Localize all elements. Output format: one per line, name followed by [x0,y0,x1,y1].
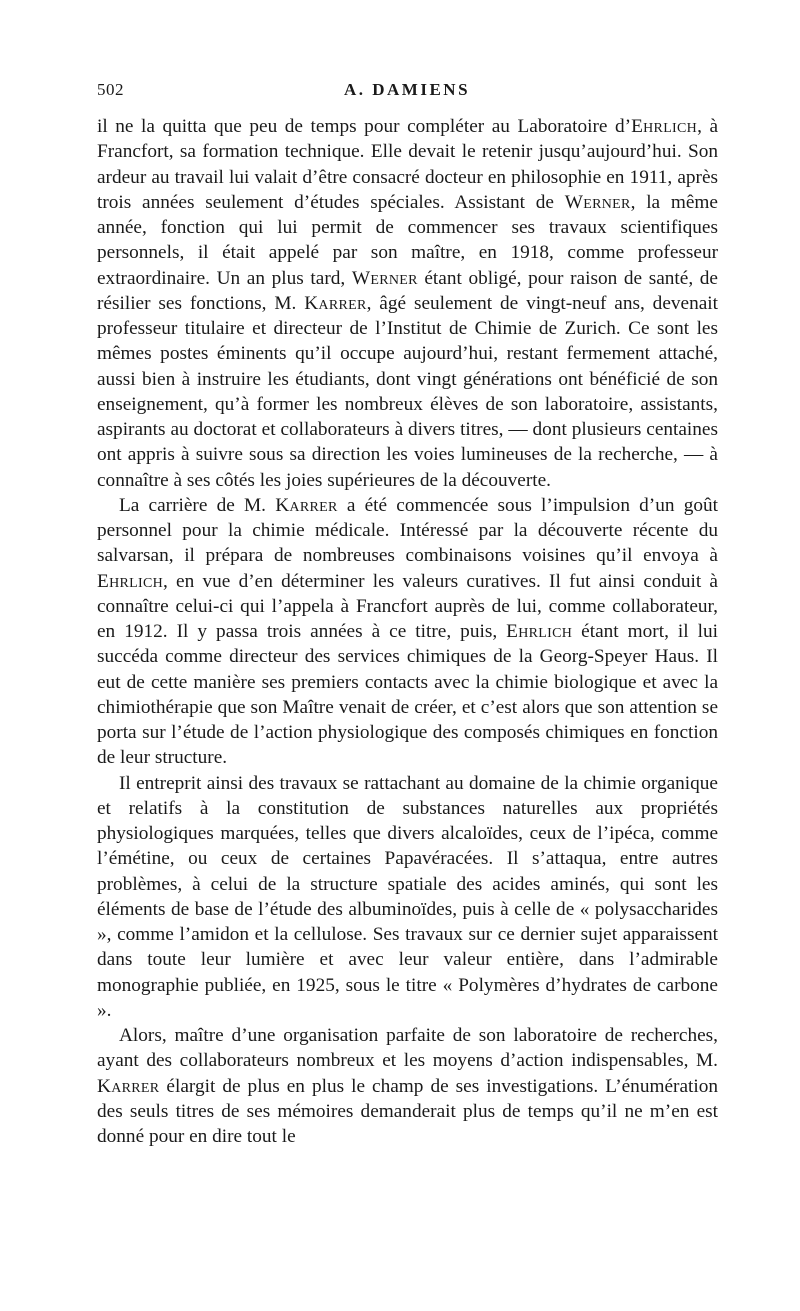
paragraph [97,493,718,771]
text-run: a été commencée sous l’impulsion d’un goût personnel pour la chimie médicale. Intéressé par la découverte récente du salvarsan, il prépara de nombreuses combinaisons voisines qu’il envoya à [97,494,718,567]
body-text [97,114,718,1149]
text-run: il ne la quitta que peu de temps pour compléter au Laboratoire d’ [97,116,632,137]
text-run: , âgé seulement de vingt-neuf ans, devenait professeur titulaire et directeur de l’Institut de Chimie de Zurich. Ce sont les mêmes postes éminents qu’il occupe aujourd’hui, restant fermement attaché, aussi bien à instruire les étudiants, dont vingt générations ont bénéficié de son enseignement, qu’à former les nombreux élèves de son laboratoire, assistants, aspirants au doctorat et collaborateurs à divers titres, — dont plusieurs centaines ont appris à suivre sous sa direction les voies lumineuses de la recherche, — à connaître à ses côtés les joies supérieures de la découverte. [97,292,718,491]
running-head [97,80,717,104]
text-run: élargit de plus en plus le champ de ses investigations. L’énumération des seuls titres de ses mémoires demanderait plus de temps qu’il ne m’en est donné pour en dire tout le [97,1075,718,1147]
text-run: , en vue d’en déterminer les valeurs curatives. Il fut ainsi conduit à connaître celui-ci qui l’appela à Francfort auprès de lui, comme collaborateur, en 1912. Il y passa trois années à ce titre, puis, [97,570,718,642]
person-name: Werner [351,267,418,289]
page-number: 502 [97,80,124,99]
text-run: La carrière de M. [119,494,276,516]
paragraph [97,771,718,1024]
text-run: Il entreprit ainsi des travaux se rattachant au domaine de la chimie organique et relatifs à la constitution de substances naturelles aux propriétés physiologiques marquées, telles que divers alcaloïdes, ceux de l’ipéca, comme l’émétine, ou ceux de certaines Papavéracées. Il s’attaqua, entre autres problèmes, à celui de la structure spatiale des acides aminés, qui sont les éléments de base de l’étude des albuminoïdes, puis à celle de « polysaccharides », comme l’amidon et la cellulose. Ses travaux sur ce dernier sujet apparaissent dans toute leur lumière et avec leur valeur entière, dans l’admirable monographie publiée, en 1925, sous le titre « Polymères d’hydrates de carbone ». [97,772,718,1021]
text-run: Alors, maître d’une organisation parfaite de son laboratoire de recherches, ayant des collaborateurs nombreux et les moyens d’action indispensables, M. [97,1025,718,1072]
text-run: étant obligé, pour raison de santé, de résilier ses fonctions, M. [97,267,718,314]
text-run: , à Francfort, sa formation technique. Elle devait le retenir jusqu’aujourd’hui. Son ardeur au travail lui valait d’être consacré docteur en philosophie en 1911, après trois années seulement d’études spéciales. Assistant de [97,116,719,213]
person-name: Ehrlich [631,116,698,137]
paragraph [97,1023,718,1149]
running-title: A. DAMIENS [343,80,471,99]
person-name: Ehrlich [97,570,163,592]
person-name: Ehrlich [506,621,573,642]
paragraph [97,114,718,493]
text-run: étant mort, il lui succéda comme directeur des services chimiques de la Georg-Speyer Haus. Il eut de cette manière ses premiers contacts avec la chimie biologique et avec la chimiothérapie que son Maître venait de créer, et c’est alors que son attention se porta sur l’étude de l’action physiologique des composés chimiques en fonction de leur structure. [97,621,719,769]
person-name: Karrer [304,292,367,314]
person-name: Karrer [275,494,338,516]
text-run: , la même année, fonction qui lui permit de commencer ses travaux scientifiques personnels, il était appelé par son maître, en 1918, comme professeur extraordinaire. Un an plus tard, [97,191,718,289]
person-name: Werner [564,191,631,213]
person-name: Karrer [97,1075,160,1097]
